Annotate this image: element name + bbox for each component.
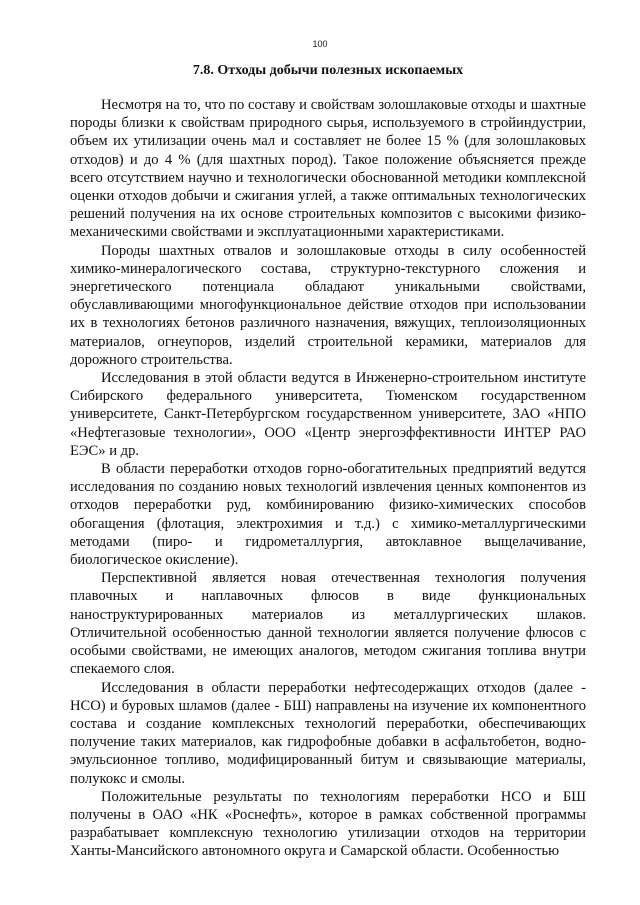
body-text <box>70 96 586 861</box>
paragraph: Положительные результаты по технологиям переработки НСО и БШ получены в ОАО «НК «Роснефть», которое в рамках собственной программы разрабатывает комплексную технологию утилизации отходов на территории Ханты-Мансийского автономного округа и Самарской области. Особенностью <box>70 788 586 860</box>
paragraph: Несмотря на то, что по составу и свойствам золошлаковые отходы и шахтные породы близки к свойствам природного сырья, используемого в стройиндустрии, объем их утилизации очень мал и составляет не более 15 % (для золошлаковых отходов) и до 4 % (для шахтных пород). Такое положение объясняется прежде всего отсутствием научно и технологически обоснованной методики комплексной оценки отходов добычи и сжигания углей, а также оптимальных технологических решений получения на их основе строительных композитов с высокими физико-механическими свойствами и эксплуатационными характеристиками. <box>70 97 586 241</box>
paragraph: Перспективной является новая отечественная технология получения плавочных и наплавочных флюсов в виде функциональных наноструктурированных материалов из металлургических шлаков. Отличительной особенностью данной технологии является получение флюсов с особыми свойствами, не имеющих аналогов, методом сжигания топлива внутри спекаемого слоя. <box>70 570 586 678</box>
section-heading: 7.8. Отходы добычи полезных ископаемых <box>192 63 464 78</box>
paragraph: Породы шахтных отвалов и золошлаковые отходы в силу особенностей химико-минералогического состава, структурно-текстурного сложения и энергетического потенциала обладают уникальными свойствами, обуславливающими многофункциональное действие отходов при использовании их в технологиях бетонов различного назначения, вяжущих, теплоизоляционных материалов, огнеупоров, изделий строительной керамики, материалов для дорожного строительства. <box>70 242 586 368</box>
paragraph: Исследования в области переработки нефтесодержащих отходов (далее - НСО) и буровых шламов (далее - БШ) направлены на изучение их компонентного состава и создание комплексных технологий переработки, обеспечивающих получение таких материалов, как гидрофобные добавки в асфальтобетон, водно-эмульсионное топливо, модифицированный битум и связывающие материалы, полукокс и смолы. <box>70 679 586 787</box>
paragraph: В области переработки отходов горно-обогатительных предприятий ведутся исследования по созданию новых технологий извлечения ценных компонентов из отходов переработки руд, комбинированию физико-химических способов обогащения (флотация, электрохимия и т.д.) с химико-металлургическими методами (пиро- и гидрометаллургия, автоклавное выщелачивание, биологическое окисление). <box>70 461 586 569</box>
paragraph: Исследования в этой области ведутся в Инженерно-строительном институте Сибирского федерального университета, Тюменском государственном университете, Санкт-Петербургском государственном университете, ЗАО «НПО «Нефтегазовые технологии», ООО «Центр энергоэффективности ИНТЕР РАО ЕЭС» и др. <box>70 370 586 459</box>
page-number: 100 <box>312 39 328 49</box>
